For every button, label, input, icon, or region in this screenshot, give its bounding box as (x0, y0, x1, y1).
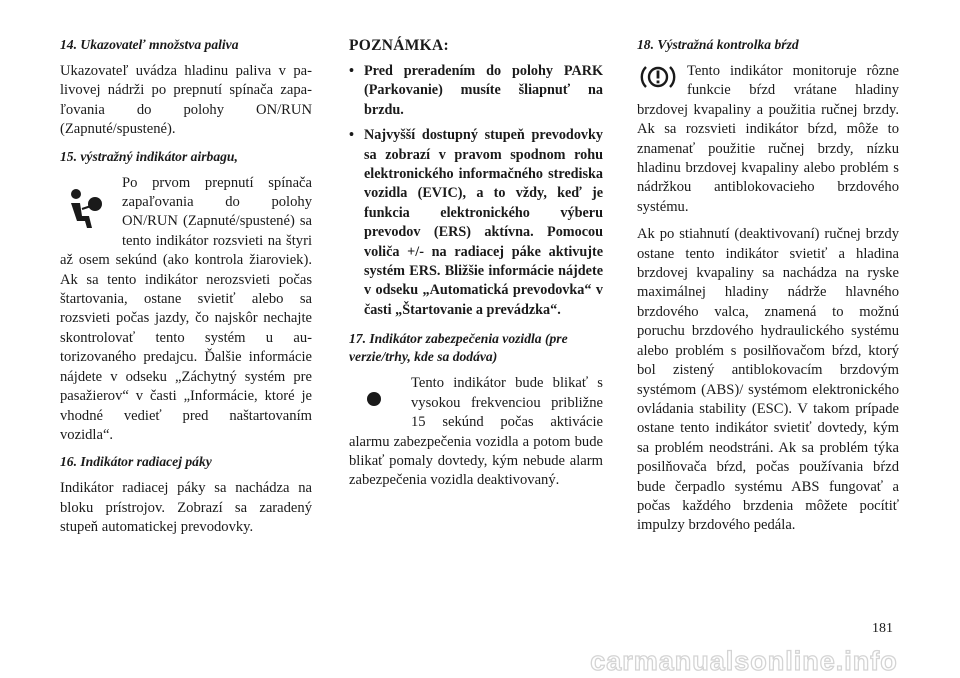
section-15-body (60, 174, 312, 446)
section-14-text: Ukazovateľ uvádza hladinu paliva v palivovej nádrži po prepnutí spínača zapaľovania do polohy ON/RUN (Zapnuté/spustené). (60, 63, 312, 138)
section-18-text-1: Tento indikátor monitoruje rôzne funkcie bŕzd vrátane hladiny brzdovej kvapaliny a použitia ručnej brzdy. Ak sa rozsvieti indikátor bŕzd, môže to znamenať použitie ručnej brzdy, nízku hladinu brzdovej kvapaliny alebo problém s nádržkou antiblokovacieho brzdového systému. (637, 63, 899, 215)
note-bullet-item (349, 62, 603, 120)
section-18-title: 18. Výstražná kontrolka bŕzd (637, 37, 799, 52)
section-18-text-2: Ak po stiahnutí (deaktivovaní) ručnej brzdy ostane tento indikátor svietiť a hladina brzdovej kvapaliny sa nachádza na ryske maximálnej hladiny nádrže hlavného brzdového valca, znamená to možnú poruchu brzdového hydraulického systému alebo problém s posilňovačom bŕzd, ktorý bol zistený antiblokovacím brzdovým systémom (ABS)/ systémom elektronického ovládania stability (ESC). V takom prípade ostane tento indikátor svietiť dovtedy, kým sa problém neodstráni. Ak sa problém týka posilňovača bŕzd, počas používania bŕzd bude čerpadlo systému ABS fungovať a počas každého brzdenia môžete pocítiť impulzy brzdového pedála. (637, 226, 899, 534)
page-number: 181 (872, 621, 893, 636)
note-bullet-list (349, 62, 603, 320)
watermark-text: carmanualsonline.info (590, 646, 898, 676)
column-right (637, 36, 899, 544)
section-16-title: 16. Indikátor radiacej páky (60, 454, 212, 470)
section-17-title: 17. Indikátor zabezpečenia vozidla (pre verzie/trhy, kde sa dodáva) (349, 331, 568, 365)
column-left (60, 36, 312, 546)
section-15-title: 15. výstražný indikátor airbagu, (60, 148, 238, 164)
note-title: POZNÁMKA: (349, 37, 449, 54)
brake-warning-icon (637, 62, 679, 92)
section-17-body (349, 374, 603, 490)
note-bullet-text: Najvyšší dostupný stupeň prevodovky sa zobrazí v pravom spodnom rohu elektronického informačného strediska vozidla (EVIC), a to vždy, keď je funkcia elektronického výberu prevodov (ERS) aktívna. Pomocou voliča +/- na radiacej páke aktivujte systém ERS. Bližšie informácie nájdete v odseku „Automatická prevodovka“ v časti „Štartovanie a prevádzka“. (364, 127, 603, 318)
section-15-text: Po prvom prepnutí spínača zapaľovania do polohy ON/RUN (Zapnuté/spustené) sa tento indikátor rozsvieti na štyri až osem sekúnd (ako kontrola žiaroviek). Ak sa tento indikátor nerozsvieti počas štartovania, ostane svietiť alebo sa rozsvieti počas jazdy, čo najskôr nechajte skontrolovať tento systém u autorizovaného predajcu. Ďalšie informácie nájdete v odseku „Záchytný systém pre pasažierov“ v časti „Informácie, ktoré je vhodné vedieť pred naštartovaním vozidla“. (60, 174, 312, 443)
note-bullet-text: Pred preradením do polohy PARK (Parkovanie) musíte šliapnuť na brzdu. (364, 63, 603, 118)
watermark-logo (548, 646, 940, 678)
section-17-text: Tento indikátor bude blikať s vysokou frekvenciou približne 15 sekúnd počas aktivácie alarmu zabezpečenia vozidla a potom bude blikať pomaly dovtedy, kým nebude alarm zabezpečenia vozidla deaktivovaný. (349, 375, 603, 489)
bullet-marker: • (349, 127, 354, 144)
section-14-title: 14. Ukazovateľ množstva paliva (60, 37, 239, 52)
section-18-body (637, 62, 899, 217)
column-middle (349, 36, 603, 499)
note-bullet-item (349, 126, 603, 320)
airbag-icon (60, 178, 110, 234)
security-indicator-icon (349, 376, 399, 422)
section-16-text: Indikátor radiacej páky sa nachádza na bloku prístrojov. Zobrazí sa zaradený stupeň automatickej prevodovky. (60, 480, 312, 536)
bullet-marker: • (349, 63, 354, 79)
